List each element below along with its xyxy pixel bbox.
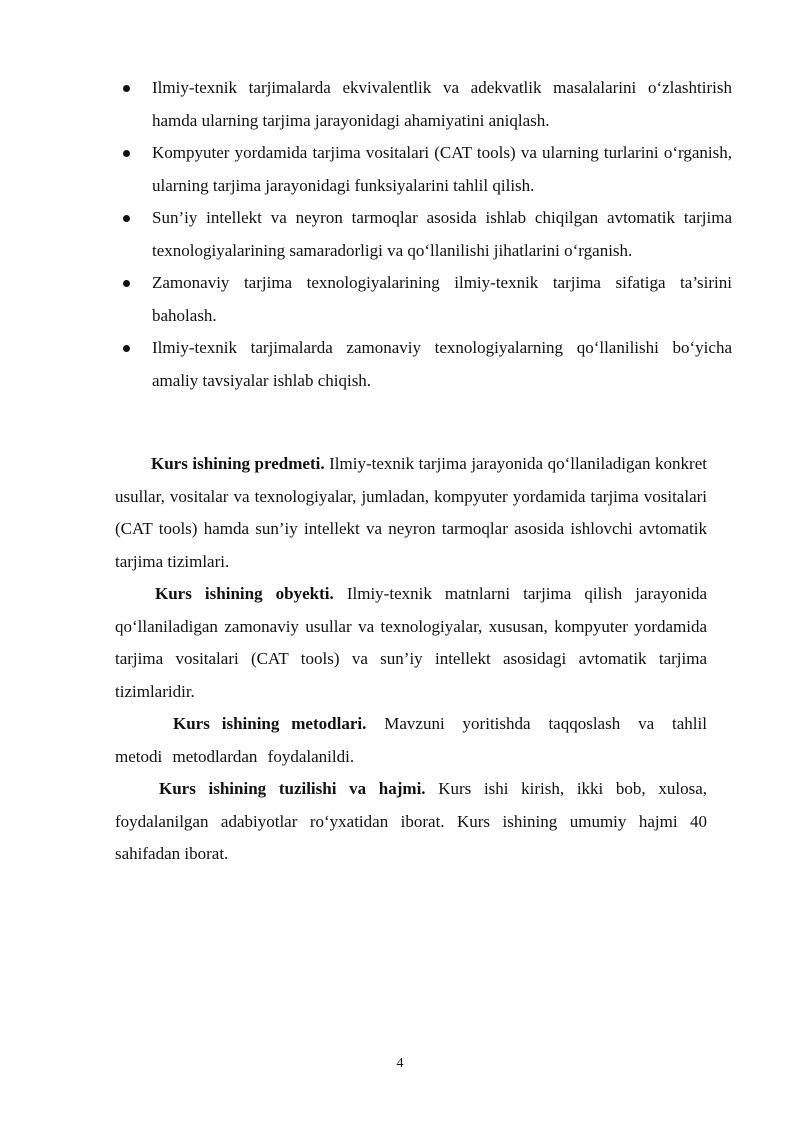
bullet-icon	[123, 280, 130, 287]
methods-text: Mavzuni yoritishda taqqoslash va tahlil metodi metodlardan foydalanildi.	[115, 714, 707, 766]
bullet-icon	[123, 150, 130, 157]
structure-heading: Kurs ishining tuzilishi va hajmi.	[159, 779, 426, 798]
list-item-text: Ilmiy-texnik tarjimalarda ekvivalentlik va adekvatlik masalalarini o‘zlashtirish hamda ularning tarjima jarayonidagi ahamiyatini aniqlash.	[152, 78, 732, 130]
list-item	[118, 72, 732, 137]
list-item-text: Kompyuter yordamida tarjima vositalari (CAT tools) va ularning turlarini o‘rganish, ularning tarjima jarayonidagi funksiyalarini tahlil qilish.	[152, 143, 732, 195]
subject-heading: Kurs ishining predmeti.	[151, 454, 325, 473]
bullet-icon	[123, 215, 130, 222]
subject-text: Ilmiy-texnik tarjima jarayonida qo‘llaniladigan konkret usullar, vositalar va texnologiyalar, jumladan, kompyuter yordamida tarjima vositalari (CAT tools) hamda sun’iy intellekt va neyron tarmoqlar asosida ishlovchi avtomatik tarjima tizimlari.	[115, 454, 707, 571]
page-number: 4	[396, 1056, 404, 1071]
methods-paragraph	[115, 708, 707, 773]
list-item	[118, 267, 732, 332]
list-item-text: Ilmiy-texnik tarjimalarda zamonaviy texnologiyalarning qo‘llanilishi bo‘yicha amaliy tavsiyalar ishlab chiqish.	[152, 338, 732, 390]
list-item-text: Zamonaviy tarjima texnologiyalarining ilmiy-texnik tarjima sifatiga ta’sirini baholash.	[152, 273, 732, 325]
structure-text: Kurs ishi kirish, ikki bob, xulosa, foydalanilgan adabiyotlar ro‘yxatidan iborat. Kurs ishining umumiy hajmi 40 sahifadan iborat.	[115, 779, 707, 863]
methods-heading: Kurs ishining metodlari.	[173, 714, 367, 733]
list-item	[118, 137, 732, 202]
list-item	[118, 202, 732, 267]
objectives-list	[118, 72, 732, 397]
object-text: Ilmiy-texnik matnlarni tarjima qilish jarayonida qo‘llaniladigan zamonaviy usullar va texnologiyalar, xususan, kompyuter yordamida tarjima vositalari (CAT tools) va sun’iy intellekt asosidagi avtomatik tarjima tizimlaridir.	[115, 584, 708, 701]
structure-paragraph	[115, 773, 707, 871]
list-item	[118, 332, 732, 397]
subject-paragraph	[115, 448, 707, 578]
list-item-text: Sun’iy intellekt va neyron tarmoqlar asosida ishlab chiqilgan avtomatik tarjima texnologiyalarining samaradorligi va qo‘llanilishi jihatlarini o‘rganish.	[152, 208, 732, 260]
object-paragraph	[115, 578, 707, 708]
object-heading: Kurs ishining obyekti.	[155, 584, 334, 603]
bullet-icon	[123, 345, 130, 352]
bullet-icon	[123, 85, 130, 92]
